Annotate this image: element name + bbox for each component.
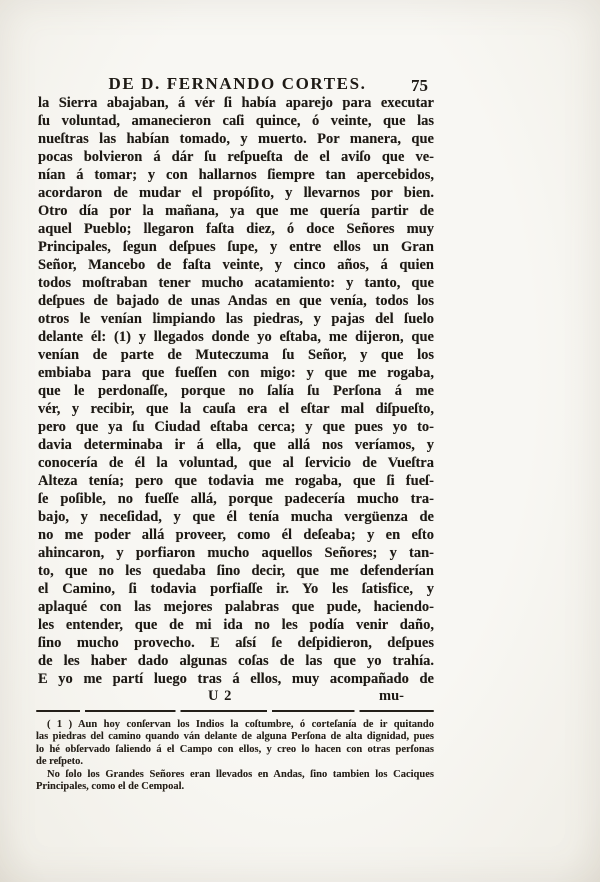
signature-row	[38, 688, 434, 706]
body-line: Alteza tenía; pero que todavia me rogaba, que ſi fueſ-	[38, 473, 434, 489]
footnote-line: las piedras del camino quando ván delante de alguna Perſona de alta dignidad, pues	[36, 731, 434, 743]
body-line: ſu voluntad, amanecieron caſi quince, ó veinte, que las	[38, 113, 434, 129]
body-line: nueſtras las habían tomado, y muerto. Por manera, que	[38, 131, 434, 147]
running-header: DE D. FERNANDO CORTES.	[108, 74, 367, 93]
body-line: nían á tomar; y con hallarnos ſiempre tan apercebidos,	[38, 167, 434, 183]
body-text	[38, 94, 434, 688]
body-line: davia determinaba ir á ella, que allá nos veríamos, y	[38, 437, 434, 453]
body-line: el Camino, ſi todavia porfiaſſe ir. Yo les ſatisfice, y	[38, 581, 434, 597]
body-line: Señor, Mancebo de faſta veinte, y cinco años, á quien	[38, 257, 434, 273]
body-line: Principales, ſegun deſpues ſupe, y entre ellos un Gran	[38, 239, 434, 255]
body-line: que le perdonaſſe, porque no ſalía ſu Perſona á me	[38, 383, 434, 399]
body-line: aquel Pueblo; llegaron faſta diez, ó doce Señores muy	[38, 221, 434, 237]
body-line: de les haber dado algunas coſas de las que yo trahía.	[38, 653, 434, 669]
body-line: ahincaron, y porfiaron mucho aquellos Señores; y tan-	[38, 545, 434, 561]
body-line: Otro día por la mañana, ya que me quería partir de	[38, 203, 434, 219]
body-line: bajo, y neceſidad, y que él tenía mucha vergüenza de	[38, 509, 434, 525]
body-line: ſe poſible, no fueſſe allá, porque padecería mucho tra-	[38, 491, 434, 507]
signature-mark: U 2	[208, 688, 233, 704]
body-line: otros le venían limpiando las piedras, y pajas del ſuelo	[38, 311, 434, 327]
body-line: embiaba para que fueſſen con migo: y que me rogaba,	[38, 365, 434, 381]
footnote-rule	[36, 710, 434, 712]
body-line: les entender, que de mi ida no les podía venir daño,	[38, 617, 434, 633]
body-line: conocería de él la voluntad, que al ſervicio de Vueſtra	[38, 455, 434, 471]
footnote-line: ( 1 ) Aun hoy conſervan los Indios la coſtumbre, ó corteſanía de ir quitando	[47, 719, 434, 730]
body-line: venían de parte de Muteczuma ſu Señor, y que los	[38, 347, 434, 363]
body-line: delante él: (1) y llegados donde yo eſtaba, me dijeron, que	[38, 329, 434, 345]
footnote-line: lo hé obſervado ſaliendo á el Campo con ellos, y creo lo hacen con otras perſonas	[36, 743, 434, 755]
body-line: pocas bolvieron á dár ſu reſpueſta de el aviſo que ve-	[38, 149, 434, 165]
footnote-line: No ſolo los Grandes Señores eran llevados en Andas, ſino tambien los Caciques	[47, 768, 434, 780]
body-line: pero que ya ſu Ciudad eſtaba cerca; y que pues yo to-	[38, 419, 434, 435]
body-line: deſpues de bajado de unas Andas en que venía, todos los	[38, 293, 434, 309]
catchword: mu-	[379, 688, 404, 704]
body-line: to, que no les quedaba ſino decir, que me defenderían	[38, 563, 434, 579]
body-line: E yo me partí luego tras á ellos, muy acompañado de	[38, 671, 434, 687]
body-line: aplaqué con las mejores palabras que pude, haciendo-	[38, 599, 434, 615]
body-line: no me poder allá proveer, como él deſeaba; y en eſto	[38, 527, 434, 543]
body-line: ſino mucho provecho. E aſsí ſe deſpidieron, deſpues	[38, 635, 434, 651]
page-number: 75	[411, 76, 428, 95]
footnote-line: de reſpeto.	[36, 756, 84, 768]
body-line: todos moſtraban tener mucho acatamiento: y tanto, que	[38, 275, 434, 291]
footnote	[36, 719, 434, 793]
body-line: vér, y recibir, que la cauſa era el eſtar mal diſpueſto,	[38, 401, 434, 417]
footnote-line: Principales, como el de Cempoal.	[36, 780, 185, 792]
body-line: acordaron de mudar el propóſito, y llevarnos por bien.	[38, 185, 434, 201]
body-line: la Sierra abajaban, á vér ſi había aparejo para executar	[38, 95, 434, 111]
